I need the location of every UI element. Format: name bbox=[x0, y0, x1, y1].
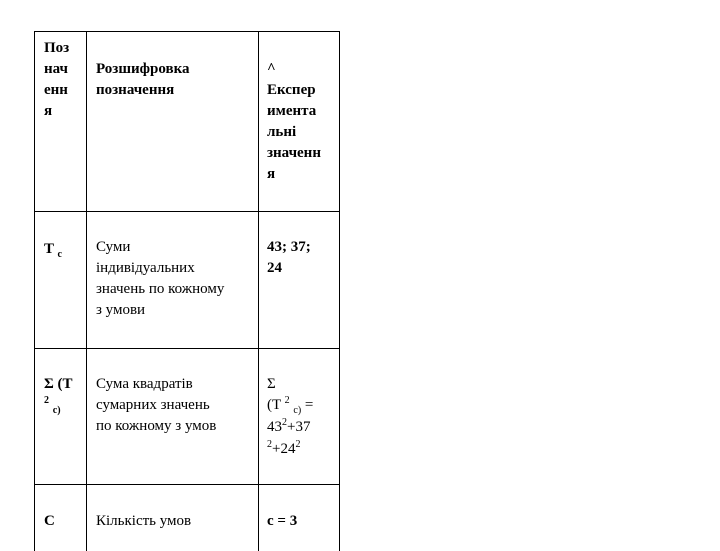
header-symbol-cell bbox=[44, 38, 69, 122]
header-description-line: Розшифровка bbox=[96, 61, 190, 77]
row2-value-term-43: 43 bbox=[267, 419, 282, 435]
row2-value-formula-line1 bbox=[267, 395, 313, 417]
header-value-line: Експер bbox=[267, 82, 316, 98]
row-divider-2 bbox=[34, 348, 340, 349]
row2-value-term-24-exponent: 2 bbox=[295, 439, 301, 450]
header-symbol-line: я bbox=[44, 103, 53, 119]
row1-symbol bbox=[44, 239, 62, 261]
row2-symbol-superscript: 2 bbox=[44, 395, 49, 406]
header-symbol-line: енн bbox=[44, 82, 68, 98]
row1-value bbox=[267, 237, 311, 279]
header-value-cell bbox=[267, 59, 321, 185]
row2-description-line: сумарних значень bbox=[96, 397, 210, 413]
row1-symbol-subscript: c bbox=[57, 249, 62, 260]
header-description-cell bbox=[96, 59, 190, 101]
header-symbol-line: нач bbox=[44, 61, 69, 77]
row2-value-subscript: c) bbox=[293, 405, 302, 416]
row2-value-superscript: 2 bbox=[284, 395, 290, 406]
row2-symbol-line2 bbox=[44, 395, 73, 417]
row2-value-term-37: +37 bbox=[287, 419, 311, 435]
row2-value-formula-line2 bbox=[267, 417, 313, 439]
row2-value-equals: = bbox=[304, 397, 314, 413]
row2-value-formula-line3 bbox=[267, 439, 313, 461]
row1-description-line: з умови bbox=[96, 302, 146, 318]
header-value-line: я bbox=[267, 166, 276, 182]
row2-value-term-37-exponent: 2 bbox=[267, 439, 272, 450]
column-divider-2 bbox=[258, 31, 259, 551]
table-border-top bbox=[34, 31, 340, 32]
row2-value-sigma: Σ bbox=[267, 376, 276, 392]
row2-symbol-line1: Σ (T bbox=[44, 376, 73, 392]
row1-description-line: індивідуальних bbox=[96, 260, 195, 276]
header-symbol-line: Поз bbox=[44, 40, 70, 56]
header-value-line: льні bbox=[267, 124, 297, 140]
row3-description: Кількість умов bbox=[96, 513, 192, 529]
header-description-line: позначення bbox=[96, 82, 175, 98]
row1-value-line: 43; 37; bbox=[267, 239, 311, 255]
row2-symbol bbox=[44, 374, 73, 417]
row3-symbol: C bbox=[44, 513, 55, 529]
header-value-line: имента bbox=[267, 103, 317, 119]
column-divider-1 bbox=[86, 31, 87, 551]
row3-value: c = 3 bbox=[267, 513, 298, 529]
row2-value-term-43-exponent: 2 bbox=[282, 417, 287, 428]
row2-symbol-subscript: c) bbox=[52, 405, 61, 416]
table-border-left bbox=[34, 31, 35, 551]
notation-table bbox=[34, 31, 340, 551]
table-border-right bbox=[339, 31, 340, 551]
row2-value-term-24: +24 bbox=[272, 441, 296, 457]
header-value-line: значенн bbox=[267, 145, 321, 161]
row1-description-line: значень по кожному bbox=[96, 281, 225, 297]
header-value-line: ^ bbox=[267, 61, 276, 77]
row1-description bbox=[96, 237, 224, 321]
row2-description-line: по кожному з умов bbox=[96, 418, 217, 434]
row1-symbol-main: T bbox=[44, 241, 54, 257]
row2-value-paren: (T bbox=[267, 397, 281, 413]
row2-description-line: Сума квадратів bbox=[96, 376, 193, 392]
row1-value-line: 24 bbox=[267, 260, 282, 276]
row2-value bbox=[267, 374, 313, 461]
row1-description-line: Суми bbox=[96, 239, 131, 255]
row-divider-3 bbox=[34, 484, 340, 485]
row-divider-1 bbox=[34, 211, 340, 212]
row2-description bbox=[96, 374, 216, 437]
